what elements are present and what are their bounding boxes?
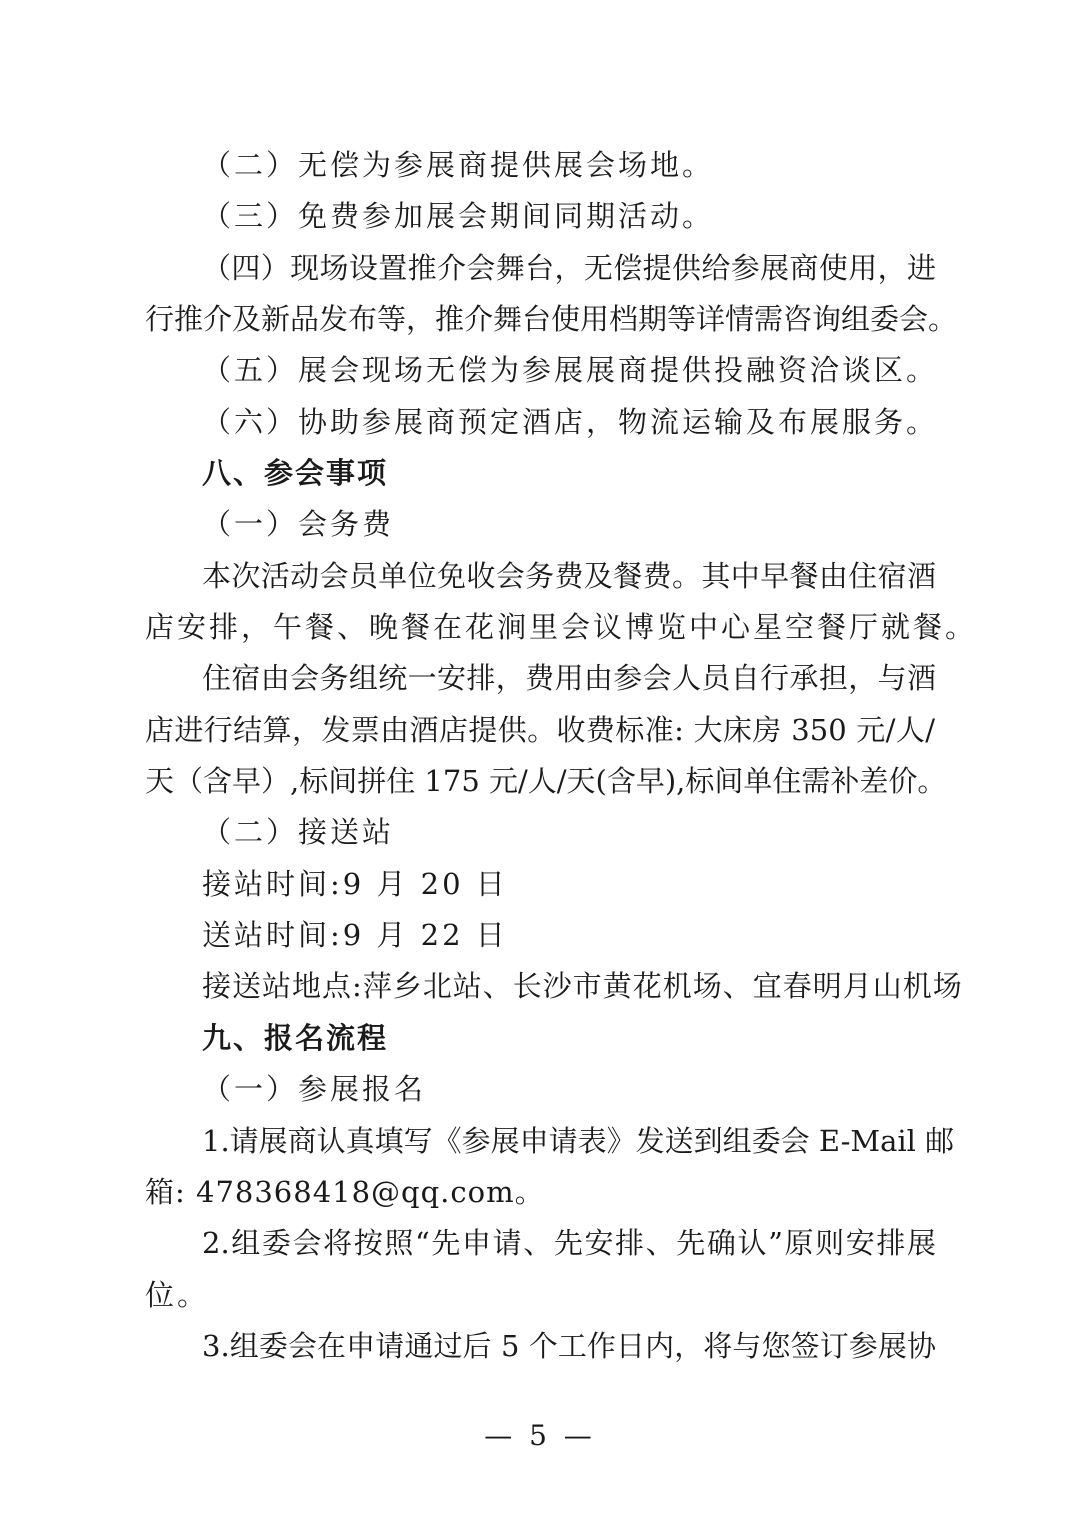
step1-line1: 1.请展商认真填写《参展申请表》发送到组委会 E-Mail 邮 — [202, 1124, 955, 1158]
subsection-registration: （一）参展报名 — [202, 1072, 427, 1106]
item-venue: （二）无偿为参展商提供展会场地。 — [202, 148, 715, 182]
item-stage-line1: （四）现场设置推介会舞台，无偿提供给参展商使用，进 — [202, 251, 936, 285]
fee-para2-line3: 天（含早）,标间拼住 175 元/人/天(含早),标间单住需补差价。 — [145, 764, 947, 798]
page-number: — 5 — — [484, 1419, 596, 1452]
section-heading-9: 九、报名流程 — [202, 1021, 389, 1055]
fee-para2-line1: 住宿由会务组统一安排，费用由参会人员自行承担，与酒 — [202, 661, 936, 695]
item-investment-area: （五）展会现场无偿为参展展商提供投融资洽谈区。 — [202, 353, 939, 387]
section-heading-8: 八、参会事项 — [202, 456, 389, 490]
fee-para2-line2: 店进行结算，发票由酒店提供。收费标准: 大床房 350 元/人/ — [145, 713, 935, 747]
step2-line1: 2.组委会将按照“先申请、先安排、先确认”原则安排展 — [202, 1226, 936, 1260]
step2-line2: 位。 — [145, 1278, 210, 1312]
item-activities: （三）免费参加展会期间同期活动。 — [202, 199, 715, 233]
step1-line2-email: 箱: 478368418@qq.com。 — [145, 1175, 545, 1209]
subsection-fee: （一）会务费 — [202, 507, 395, 541]
dropoff-time: 送站时间:9 月 22 日 — [202, 918, 508, 952]
transfer-locations: 接送站地点:萍乡北站、长沙市黄花机场、宜春明月山机场 — [202, 969, 963, 1003]
subsection-transfer: （二）接送站 — [202, 815, 395, 849]
fee-para1-line2: 店安排，午餐、晚餐在花涧里会议博览中心星空餐厅就餐。 — [145, 610, 978, 644]
step3-line1: 3.组委会在申请通过后 5 个工作日内，将与您签订参展协 — [202, 1329, 936, 1363]
fee-para1-line1: 本次活动会员单位免收会务费及餐费。其中早餐由住宿酒 — [202, 559, 936, 593]
item-hotel-assist: （六）协助参展商预定酒店，物流运输及布展服务。 — [202, 405, 939, 439]
pickup-time: 接站时间:9 月 20 日 — [202, 867, 508, 901]
item-stage-line2: 行推介及新品发布等，推介舞台使用档期等详情需咨询组委会。 — [145, 302, 958, 336]
